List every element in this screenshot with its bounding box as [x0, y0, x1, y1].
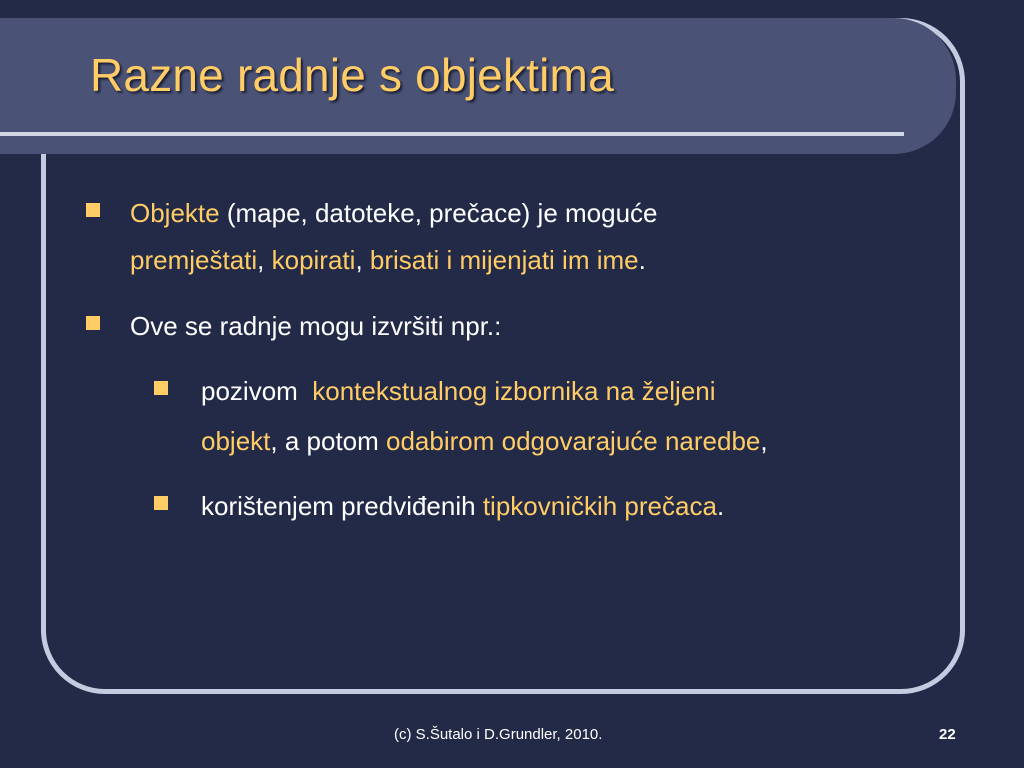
bullet-line [130, 198, 658, 228]
square-bullet-icon [154, 381, 168, 395]
plain-text: . [638, 245, 646, 275]
highlighted-text: premještati [130, 245, 258, 275]
highlighted-text: odabirom odgovarajuće naredbe [386, 426, 761, 456]
highlighted-text: brisati i mijenjati im ime [369, 245, 639, 275]
plain-text: (mape, datoteke, prečace) je moguće [219, 198, 658, 228]
highlighted-text: Objekte [130, 198, 220, 228]
bullet-line [201, 491, 724, 521]
plain-text: pozivom [201, 376, 313, 406]
slide-title: Razne radnje s objektima [90, 49, 614, 101]
bullet-line [201, 426, 768, 456]
square-bullet-icon [154, 496, 168, 510]
square-bullet-icon [86, 316, 100, 330]
plain-text: Ove se radnje mogu izvršiti npr.: [130, 311, 502, 341]
footer-credit: (c) S.Šutalo i D.Grundler, 2010. [394, 726, 603, 743]
title-divider [0, 132, 904, 136]
bullet-line [130, 311, 501, 341]
bullet-line [201, 376, 716, 406]
plain-text: . [716, 491, 725, 521]
plain-text: , [355, 245, 370, 275]
slide-footer [0, 726, 1024, 746]
highlighted-text: kontekstualnog izbornika na željeni [312, 376, 716, 406]
square-bullet-icon [86, 203, 100, 217]
plain-text: , [257, 245, 272, 275]
highlighted-text: objekt [201, 426, 271, 456]
highlighted-text: kopirati [271, 245, 356, 275]
bullet-line [130, 245, 646, 275]
plain-text: korištenjem predviđenih [201, 491, 483, 521]
page-number: 22 [939, 726, 956, 743]
plain-text: , a potom [270, 426, 387, 456]
plain-text: , [760, 426, 768, 456]
highlighted-text: tipkovničkih prečaca [482, 491, 717, 521]
